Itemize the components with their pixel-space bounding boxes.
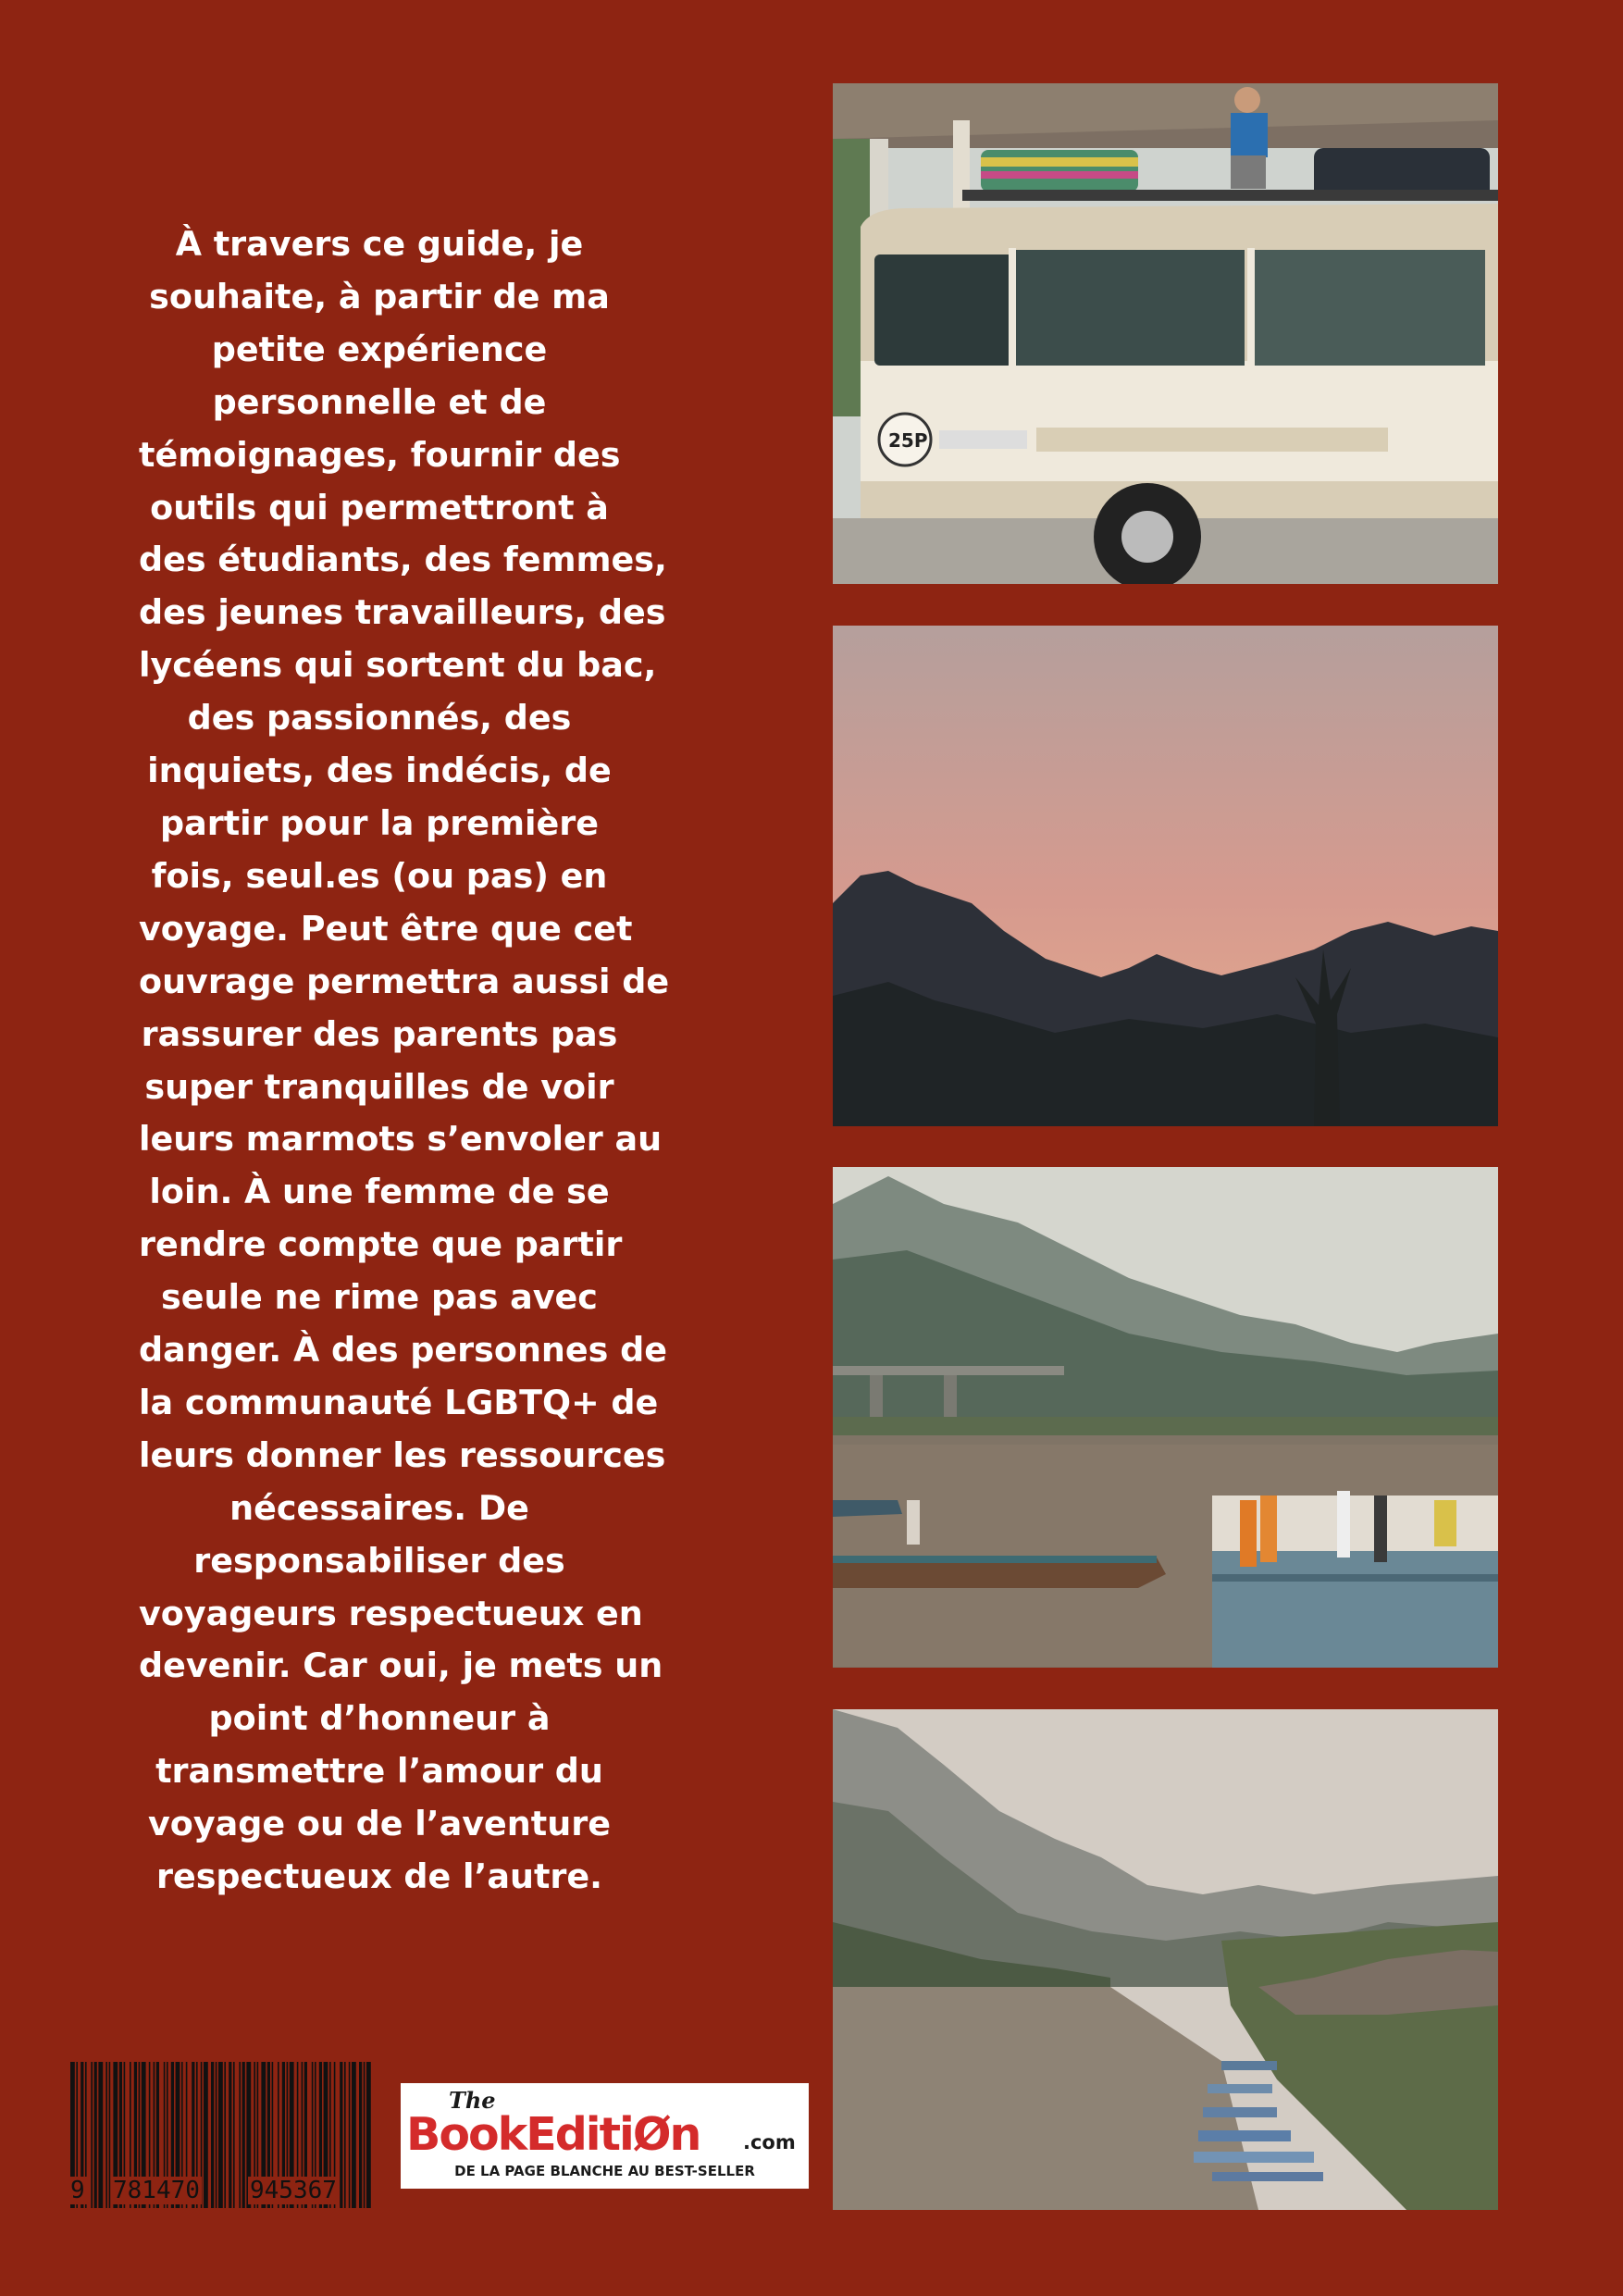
blurb-line: super tranquilles de voir: [144, 1066, 614, 1107]
isbn-digit-group-2: 781470: [113, 2177, 200, 2204]
back-cover-blurb: [139, 218, 670, 1904]
logo-domain: .com: [743, 2131, 796, 2153]
blurb-line: danger. À des personnes de: [139, 1330, 667, 1371]
isbn-digit-group-3: 945367: [250, 2177, 337, 2204]
blurb-line: responsabiliser des: [193, 1540, 565, 1581]
blurb-line: voyage. Peut être que cet: [139, 908, 633, 949]
blurb-line: point d’honneur à: [208, 1698, 551, 1739]
photo-mountain-sunset: [833, 626, 1498, 1126]
blurb-line: devenir. Car oui, je mets un: [139, 1645, 663, 1686]
blurb-line: rendre compte que partir: [139, 1224, 623, 1265]
blurb-line: lycéens qui sortent du bac,: [139, 645, 657, 686]
photo-river-valley: [833, 1709, 1498, 2210]
bus-plate: 25P: [888, 429, 928, 452]
blurb-line: la communauté LGBTQ+ de: [139, 1382, 659, 1422]
blurb-line: fois, seul.es (ou pas) en: [151, 855, 608, 896]
blurb-line: À travers ce guide, je: [175, 224, 584, 264]
logo-the-word: The: [449, 2087, 496, 2114]
blurb-line: des jeunes travailleurs, des: [139, 592, 666, 633]
blurb-line: petite expérience: [211, 329, 548, 369]
blurb-line: loin. À une femme de se: [149, 1172, 610, 1212]
photo-river-boats: [833, 1167, 1498, 1668]
blurb-line: des passionnés, des: [187, 698, 572, 738]
logo-brand-name: BookEditiØn: [406, 2108, 700, 2161]
blurb-line: partir pour la première: [159, 802, 600, 843]
isbn-number: [67, 2177, 376, 2210]
blurb-line: souhaite, à partir de ma: [149, 276, 610, 316]
blurb-line: leurs marmots s’envoler au: [139, 1119, 663, 1160]
blurb-line: outils qui permettront à: [150, 487, 609, 527]
blurb-line: nécessaires. De: [229, 1487, 529, 1528]
blurb-line: leurs donner les ressources: [139, 1434, 666, 1475]
photo-minibus: [833, 83, 1498, 584]
blurb-line: personnelle et de: [212, 381, 547, 422]
blurb-line: voyageurs respectueux en: [139, 1593, 643, 1633]
blurb-line: transmettre l’amour du: [155, 1751, 603, 1792]
isbn-digit-group-1: 9: [70, 2177, 85, 2204]
blurb-line: rassurer des parents pas: [141, 1013, 618, 1054]
publisher-logo: [401, 2083, 809, 2189]
blurb-line: respectueux de l’autre.: [155, 1856, 603, 1897]
blurb-line: témoignages, fournir des: [139, 434, 621, 475]
blurb-line: ouvrage permettra aussi de: [139, 961, 670, 1001]
logo-tagline: DE LA PAGE BLANCHE AU BEST-SELLER: [454, 2163, 755, 2179]
blurb-line: voyage ou de l’aventure: [148, 1804, 611, 1844]
blurb-line: seule ne rime pas avec: [161, 1277, 598, 1318]
blurb-line: inquiets, des indécis, de: [147, 751, 612, 791]
blurb-line: des étudiants, des femmes,: [139, 540, 667, 580]
